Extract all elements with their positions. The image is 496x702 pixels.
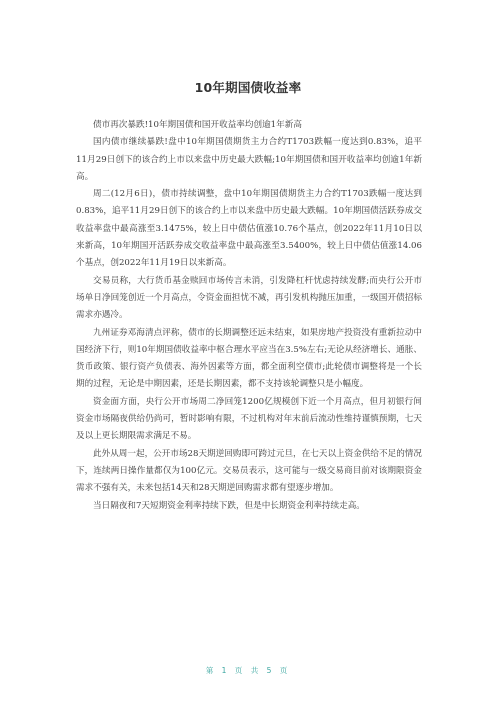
document-title: 10年期国债收益率 (194, 80, 302, 95)
paragraph: 当日隔夜和7天短期资金利率持续下跌，但是中长期资金利率持续走高。 (93, 500, 365, 511)
paragraph: 资金面方面，央行公开市场周二净回笼1200亿规模创下近一个月高点，但月初银行间资金市场隔夜供给仍尚可，暂时影响有限，不过机构对年末前后流动性维持谨慎预期，七天及以上更长期限需求满足不易。 (76, 396, 422, 442)
paragraph: 债市再次暴跌!10年期国债和国开收益率均创逾1年新高 (93, 120, 302, 130)
paragraph: 九州证券邓海清点评称，债市的长期调整还远未结束，如果房地产投资没有重新拉动中国经济下行，则10年期国债收益率中枢合理水平应当在3.5%左右;无论从经济增长、通胀、货币政策、银行资产负债表、海外因素等方面，都全面利空债市;此轮债市调整将是一个长期的过程，无论是中期因素，还是长期因素，都不支持该轮调整只是小幅度。 (76, 327, 422, 390)
page-number-footer: 第 1 页 共 5 页 (205, 666, 291, 675)
document-body (76, 117, 422, 515)
paragraph: 国内债市继续暴跌!盘中10年期国债期货主力合约T1703跌幅一度达到0.83%，追平11月29日创下的该合约上市以来盘中历史最大跌幅;10年期国债和国开收益率均创逾1年新高。 (76, 137, 422, 182)
paragraph: 交易员称，大行货币基金赎回市场传言未消，引发降杠杆忧虑持续发酵;而央行公开市场单日净回笼创近一个月高点，令资金面担忧不减，再引发机构抛压加重，一级国开债招标需求亦遇冷。 (76, 275, 422, 321)
paragraph: 此外从周一起，公开市场28天期逆回购即可跨过元旦，在七天以上资金供给不足的情况下，连续两日操作量都仅为100亿元。交易员表示，这可能与一级交易商目前对该期限资金需求不强有关，未来包括14天和28天期逆回购需求都有望逐步增加。 (76, 448, 422, 494)
paragraph: 周二(12月6日)，债市持续调整，盘中10年期国债期货主力合约T1703跌幅一度达到0.83%，追平11月29日创下的该合约上市以来盘中历史最大跌幅。10年期国债活跃券成交收益率盘中最高涨至3.1475%，较上日中债估值涨10.76个基点，创2022年11月10日以来新高，10年期国开活跃券成交收益率盘中最高涨至3.5400%，较上日中债估值涨14.06个基点，创2022年11月19日以来新高。 (76, 189, 422, 269)
